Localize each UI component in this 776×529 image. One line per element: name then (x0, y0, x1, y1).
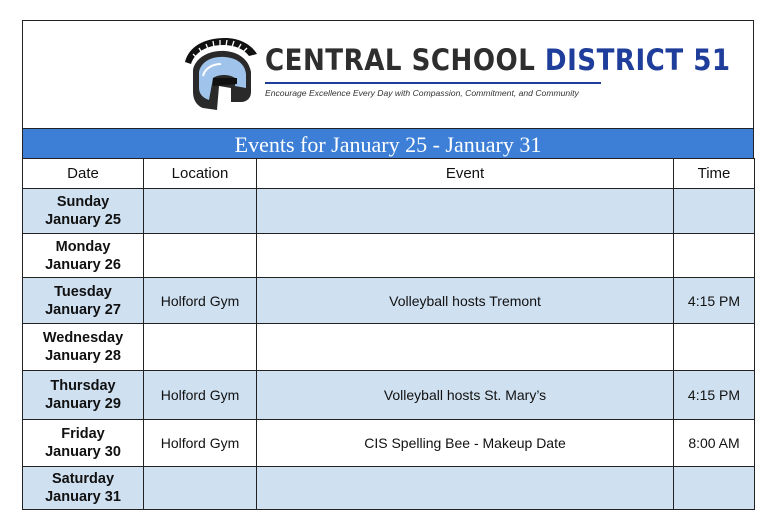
event-cell (257, 324, 674, 371)
date-cell (23, 420, 144, 467)
table-row (23, 189, 755, 234)
events-sheet (22, 20, 754, 506)
weekday: Thursday (50, 378, 116, 394)
time-cell: 8:00 AM (674, 420, 755, 467)
location-cell (144, 467, 257, 510)
date-text: January 31 (45, 489, 121, 505)
location-cell: Holford Gym (144, 420, 257, 467)
weekday: Tuesday (54, 283, 112, 300)
column-header-date: Date (23, 159, 144, 189)
date-cell (23, 467, 144, 510)
time-cell (674, 467, 755, 510)
event-cell (257, 467, 674, 510)
event-cell (257, 189, 674, 234)
column-header-location: Location (144, 159, 257, 189)
time-cell (674, 324, 755, 371)
date-text: January 28 (45, 348, 121, 364)
column-header-event: Event (257, 159, 674, 189)
column-header-time: Time (674, 159, 755, 189)
district-tagline: Encourage Excellence Every Day with Compassion, Commitment, and Community (265, 88, 579, 98)
date-text: January 27 (45, 301, 121, 318)
table-row (23, 324, 755, 371)
weekday: Monday (55, 238, 111, 255)
date-cell (23, 371, 144, 420)
time-cell: 4:15 PM (674, 371, 755, 420)
table-header-row (23, 159, 755, 189)
event-cell: Volleyball hosts St. Mary’s (257, 371, 674, 420)
event-cell: CIS Spelling Bee - Makeup Date (257, 420, 674, 467)
date-text: January 26 (45, 256, 121, 273)
event-cell: Volleyball hosts Tremont (257, 278, 674, 324)
date-text: January 30 (45, 444, 121, 460)
date-cell (23, 324, 144, 371)
table-row (23, 420, 755, 467)
time-cell (674, 234, 755, 278)
event-cell (257, 234, 674, 278)
location-cell (144, 234, 257, 278)
location-cell: Holford Gym (144, 371, 257, 420)
spartan-helmet-icon (179, 36, 259, 112)
table-row (23, 278, 755, 324)
events-title: Events for January 25 - January 31 (23, 128, 753, 158)
district-name (265, 43, 731, 77)
events-table (22, 158, 755, 510)
brand-rule (265, 82, 601, 84)
district-name-part2: DISTRICT 51 (544, 43, 731, 77)
date-cell (23, 234, 144, 278)
district-logo (179, 36, 731, 116)
date-text: January 25 (45, 212, 121, 228)
weekday: Friday (61, 426, 105, 442)
date-text: January 29 (45, 396, 121, 412)
date-cell (23, 189, 144, 234)
location-cell (144, 324, 257, 371)
weekday: Wednesday (42, 330, 124, 346)
weekday: Saturday (51, 471, 115, 487)
time-cell: 4:15 PM (674, 278, 755, 324)
location-cell: Holford Gym (144, 278, 257, 324)
district-name-part1: CENTRAL SCHOOL (265, 43, 536, 77)
time-cell (674, 189, 755, 234)
location-cell (144, 189, 257, 234)
table-row (23, 467, 755, 510)
table-row (23, 234, 755, 278)
table-row (23, 371, 755, 420)
district-banner (23, 21, 753, 128)
weekday: Sunday (56, 194, 110, 210)
date-cell (23, 278, 144, 324)
